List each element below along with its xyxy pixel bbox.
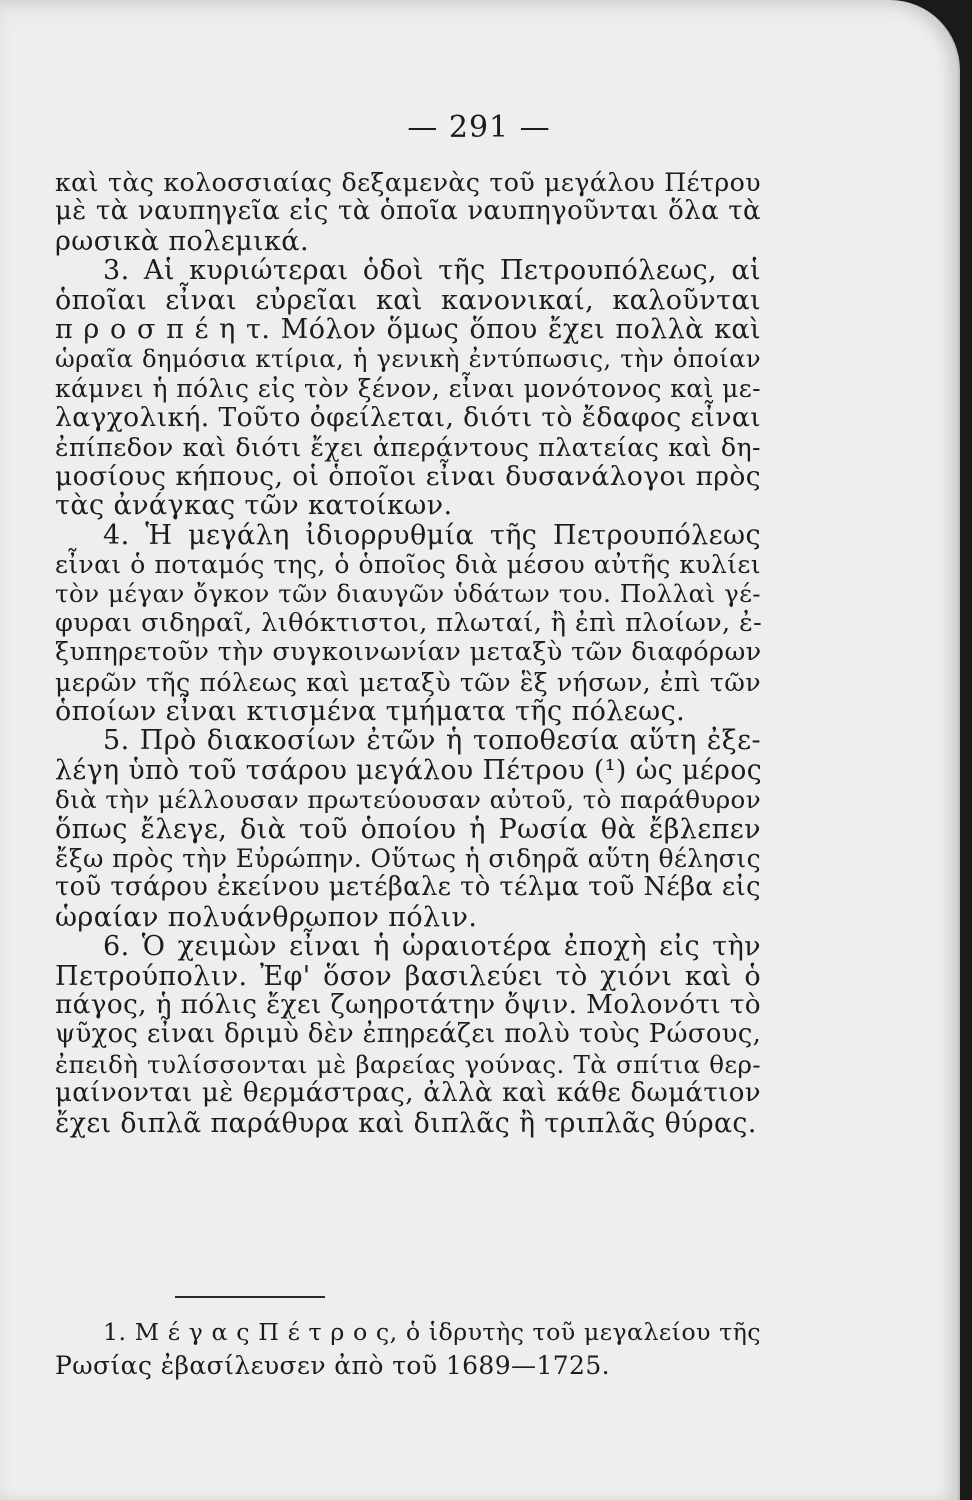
text-line: ἔξω πρὸς τὴν Εὐρώπην. Οὕτως ἡ σιδηρᾶ αὕτη θέλησις [55, 843, 761, 873]
text-line: 4. Ἡ μεγάλη ἰδιορρυθμία τῆς Πετρουπόλεως [103, 519, 761, 551]
text-line: εἶναι ὁ ποταμός της, ὁ ὁποῖος διὰ μέσου αὐτῆς κυλίει [55, 550, 761, 580]
text-line: ἐπίπεδον καὶ διότι ἔχει ἀπεράντους πλατείας καὶ δη- [55, 432, 761, 462]
text-line: Πετρούπολιν. Ἐφ' ὅσον βασιλεύει τὸ χιόνι καὶ ὁ [55, 960, 761, 992]
text-line: κάμνει ἡ πόλις εἰς τὸν ξένον, εἶναι μονότονος καὶ με- [55, 373, 761, 403]
text-line: ρωσικὰ πολεμικά. [55, 225, 309, 257]
text-line: ξυπηρετοῦν τὴν συγκοινωνίαν μεταξὺ τῶν διαφόρων [55, 637, 762, 668]
text-line: π ρ ο σ π έ η τ. Μόλον ὅμως ὅπου ἔχει πολλὰ καὶ [55, 313, 761, 345]
text-line: λαγχολική. Τοῦτο ὀφείλεται, διότι τὸ ἔδαφος εἶναι [55, 402, 761, 434]
text-line: μερῶν τῆς πόλεως καὶ μεταξὺ τῶν ἓξ νήσων, ἐπὶ τῶν [55, 667, 761, 697]
text-line: μοσίους κήπους, οἱ ὁποῖοι εἶναι δυσανάλογοι πρὸς [55, 460, 761, 492]
footnote-line: 1. Μ έ γ α ς Π έ τ ρ ο ς, ὁ ἱδρυτὴς τοῦ μεγαλείου τῆς [103, 1318, 761, 1346]
text-line: φυραι σιδηραῖ, λιθόκτιστοι, πλωταί, ἢ ἐπὶ πλοίων, ἐ- [55, 607, 763, 638]
text-line: καὶ τὰς κολοσσιαίας δεξαμενὰς τοῦ μεγάλου Πέτρου [55, 168, 761, 197]
body-text [55, 168, 761, 1138]
text-line: ἔχει διπλᾶ παράθυρα καὶ διπλᾶς ἢ τριπλᾶς θύρας. [55, 1107, 757, 1139]
text-line: πάγος, ἡ πόλις ἔχει ζωηροτάτην ὄψιν. Μολονότι τὸ [55, 989, 761, 1020]
text-line: ὁποίων εἶναι κτισμένα τμήματα τῆς πόλεως. [55, 696, 686, 728]
text-line: ὁποῖαι εἶναι εὐρεῖαι καὶ κανονικαί, καλοῦνται [55, 284, 761, 316]
text-line: τοῦ τσάρου ἐκείνου μετέβαλε τὸ τέλμα τοῦ Νέβα εἰς [55, 872, 761, 903]
footnote-line: Ρωσίας ἐβασίλευσεν ἀπὸ τοῦ 1689—1725. [55, 1351, 611, 1380]
text-line: 5. Πρὸ διακοσίων ἐτῶν ἡ τοποθεσία αὕτη ἐξε- [103, 725, 761, 757]
text-line: ὅπως ἔλεγε, διὰ τοῦ ὁποίου ἡ Ρωσία θὰ ἔβλεπεν [55, 813, 761, 845]
text-line: τὰς ἀνάγκας τῶν κατοίκων. [55, 490, 453, 522]
page-number: — 291 — [407, 110, 551, 145]
text-line: διὰ τὴν μέλλουσαν πρωτεύουσαν αὐτοῦ, τὸ παράθυρον [55, 785, 761, 815]
text-line: 6. Ὁ χειμὼν εἶναι ἡ ὡραιοτέρα ἐποχὴ εἰς τὴν [103, 931, 761, 963]
text-line: μὲ τὰ ναυπηγεῖα εἰς τὰ ὁποῖα ναυπηγοῦνται ὅλα τὰ [55, 196, 761, 227]
text-line: ὡραίαν πολυάνθρωπον πόλιν. [55, 901, 478, 933]
text-line: ὡραῖα δημόσια κτίρια, ἡ γενικὴ ἐντύπωσις, τὴν ὁποίαν [55, 344, 761, 374]
text-line: μαίνονται μὲ θερμάστρας, ἀλλὰ καὶ κάθε δωμάτιον [55, 1078, 761, 1109]
text-line: ἐπειδὴ τυλίσσονται μὲ βαρείας γούνας. Τὰ σπίτια θερ- [55, 1049, 761, 1079]
text-line: λέγη ὑπὸ τοῦ τσάρου μεγάλου Πέτρου (¹) ὡς μέρος [55, 754, 763, 786]
text-line: 3. Αἱ κυριώτεραι ὁδοὶ τῆς Πετρουπόλεως, αἱ [103, 255, 761, 287]
footnote [55, 1316, 761, 1382]
text-line: τὸν μέγαν ὄγκον τῶν διαυγῶν ὑδάτων του. Πολλαὶ γέ- [55, 579, 761, 609]
footnote-divider [175, 1296, 325, 1298]
text-line: ψῦχος εἶναι δριμὺ δὲν ἐπηρεάζει πολὺ τοὺς Ρώσους, [55, 1019, 762, 1050]
